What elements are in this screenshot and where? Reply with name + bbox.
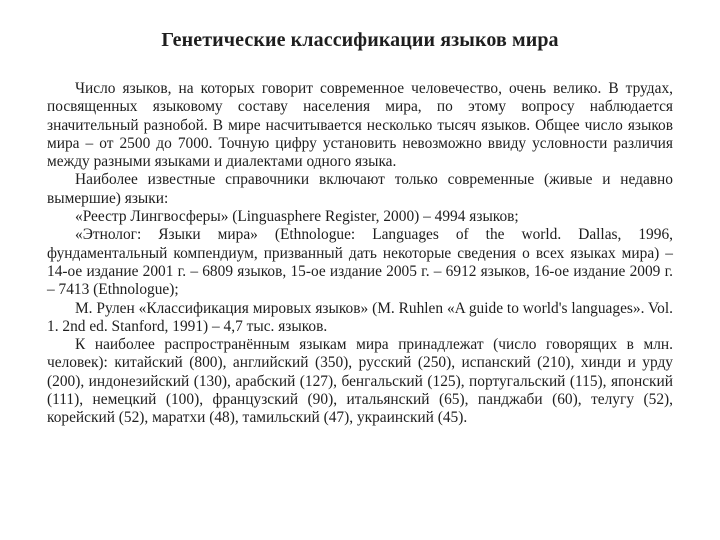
slide-body [47, 80, 673, 428]
paragraph-reference-books: Наиболее известные справочники включают только современные (живые и недавно вымершие) языки: [47, 171, 673, 207]
paragraph-ethnologue: «Этнолог: Языки мира» (Ethnologue: Languages of the world. Dallas, 1996, фундаментальный компендиум, призванный дать некоторые сведения о всех языках мира) – 14-ое издание 2001 г. – 6809 языков, 15-ое издание 2005 г. – 6912 языков, 16-ое издание 2009 г. – 7413 (Ethnologue); [47, 226, 673, 299]
slide-title: Генетические классификации языков мира [161, 29, 559, 51]
paragraph-linguasphere: «Реестр Лингвосферы» (Linguasphere Register, 2000) – 4994 языков; [75, 208, 519, 226]
paragraph-language-count: Число языков, на которых говорит современное человечество, очень велико. В трудах, посвященных языковому составу населения мира, по этому вопросу наблюдается значительный разнобой. В мире насчитывается несколько тысяч языков. Общее число языков мира – от 2500 до 7000. Точную цифру установить невозможно ввиду условности различия между разными языками и диалектами одного языка. [47, 80, 673, 171]
paragraph-ruhlen: М. Рулен «Классификация мировых языков» (M. Ruhlen «A guide to world's languages». Vol. 1. 2nd ed. Stanford, 1991) – 4,7 тыс. языков. [47, 299, 673, 335]
paragraph-widespread-languages: К наиболее распространённым языкам мира принадлежат (число говорящих в млн. человек): китайский (800), английский (350), русский (250), испанский (210), хинди и урду (200), индонезийский (130), арабский (127), бенгальский (125), португальский (115), японский (111), немецкий (100), французский (90), итальянский (65), панджаби (60), телугу (52), корейский (52), маратхи (48), тамильский (47), украинский (45). [47, 336, 673, 427]
